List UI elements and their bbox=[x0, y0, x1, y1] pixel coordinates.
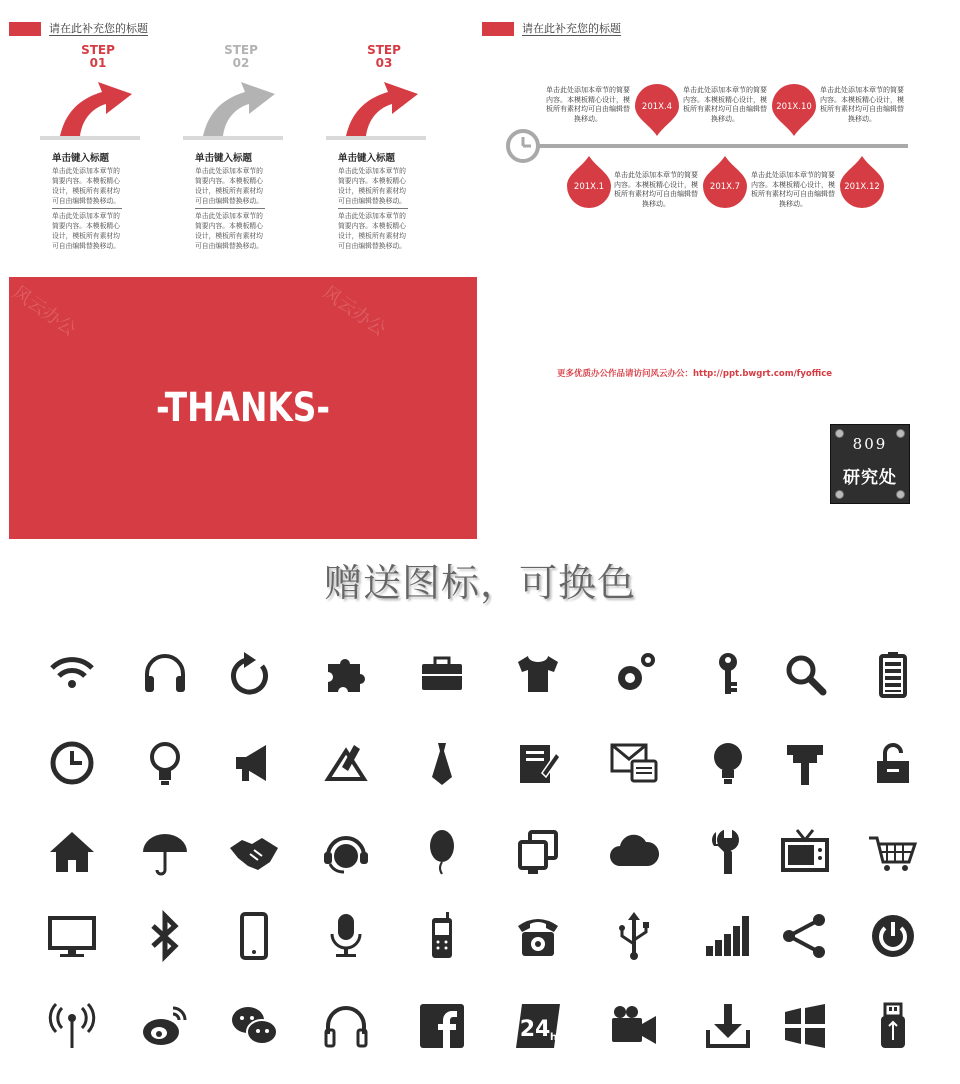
timeline-desc: 单击此处添加本章节的简要内容。本模板精心设计，模板所有素材均可自由编辑替换移动。 bbox=[546, 86, 630, 123]
step-number: 03 bbox=[375, 56, 393, 70]
handshake-icon bbox=[228, 826, 280, 878]
timeline-desc: 单击此处添加本章节的简要内容。本模板精心设计，模板所有素材均可自由编辑替换移动。 bbox=[751, 171, 835, 208]
tie-icon bbox=[416, 737, 468, 789]
timeline-drop-marker bbox=[836, 148, 888, 208]
tv-icon bbox=[779, 826, 831, 878]
24h-icon bbox=[512, 1000, 564, 1052]
timeline-drop-marker bbox=[768, 84, 820, 144]
key-icon bbox=[702, 648, 754, 700]
unlocked-icon bbox=[867, 737, 919, 789]
thanks-panel bbox=[9, 277, 477, 539]
pen-house-icon bbox=[320, 737, 372, 789]
screw-icon bbox=[835, 490, 844, 499]
umbrella-icon bbox=[139, 826, 191, 878]
weibo-icon bbox=[139, 1000, 191, 1052]
step-divider bbox=[338, 208, 408, 209]
step-desc: 单击此处添加本章节的简要内容。本模板精心设计，模板所有素材均可自由编辑替换移动。 bbox=[195, 212, 263, 250]
share-icon bbox=[779, 910, 831, 962]
timeline-drop-marker bbox=[631, 84, 683, 144]
screw-icon bbox=[896, 490, 905, 499]
left-header-title[interactable]: 请在此补充您的标题 bbox=[49, 22, 148, 35]
timeline-drop-marker bbox=[563, 148, 615, 208]
mobile-phone-icon bbox=[416, 910, 468, 962]
step-desc: 单击此处添加本章节的简要内容。本模板精心设计，模板所有素材均可自由编辑替换移动。 bbox=[338, 167, 406, 205]
watermark: 风云办公 bbox=[8, 281, 80, 341]
step-word: STEP bbox=[367, 43, 401, 57]
timeline-desc: 单击此处添加本章节的简要内容。本模板精心设计，模板所有素材均可自由编辑替换移动。 bbox=[683, 86, 767, 123]
notebook-pen-icon bbox=[512, 737, 564, 789]
timeline-date-label: 201X.7 bbox=[709, 182, 741, 192]
balloon-icon bbox=[416, 826, 468, 878]
usb-icon bbox=[608, 910, 660, 962]
windows-logo-icon bbox=[779, 1000, 831, 1052]
wifi-icon bbox=[46, 648, 98, 700]
step-desc: 单击此处添加本章节的简要内容。本模板精心设计，模板所有素材均可自由编辑替换移动。 bbox=[338, 212, 406, 250]
telephone-icon bbox=[512, 910, 564, 962]
home-icon bbox=[46, 826, 98, 878]
bluetooth-icon bbox=[139, 910, 191, 962]
step-desc: 单击此处添加本章节的简要内容。本模板精心设计，模板所有素材均可自由编辑替换移动。 bbox=[52, 212, 120, 250]
step-title: 单击键入标题 bbox=[195, 153, 253, 164]
step-number: 01 bbox=[89, 56, 107, 70]
cloud-icon bbox=[608, 826, 660, 878]
badge-line1: 809 bbox=[852, 435, 888, 453]
gears-icon bbox=[608, 648, 660, 700]
download-icon bbox=[702, 1000, 754, 1052]
timeline-date-label: 201X.4 bbox=[641, 102, 673, 112]
step-word: STEP bbox=[81, 43, 115, 57]
power-icon bbox=[867, 910, 919, 962]
header-accent-bar bbox=[9, 22, 41, 36]
timeline-drop-marker bbox=[699, 148, 751, 208]
timeline-date-label: 201X.1 bbox=[573, 182, 605, 192]
headphones-icon bbox=[139, 648, 191, 700]
usb-drive-icon bbox=[867, 1000, 919, 1052]
wrench-icon bbox=[702, 826, 754, 878]
thanks-text: -THANKS- bbox=[155, 385, 331, 431]
timeline-desc: 单击此处添加本章节的简要内容。本模板精心设计，模板所有素材均可自由编辑替换移动。 bbox=[614, 171, 698, 208]
headphones-outline-icon bbox=[320, 1000, 372, 1052]
headset-icon bbox=[320, 826, 372, 878]
cart-icon bbox=[867, 826, 919, 878]
antenna-icon bbox=[46, 1000, 98, 1052]
tshirt-icon bbox=[512, 648, 564, 700]
monitor-icon bbox=[46, 910, 98, 962]
timeline-desc: 单击此处添加本章节的简要内容。本模板精心设计，模板所有素材均可自由编辑替换移动。 bbox=[820, 86, 904, 123]
promo-link[interactable]: 更多优质办公作品请访问风云办公：http://ppt.bwgrt.com/fyoffice bbox=[557, 369, 833, 379]
svg-text:24: 24 bbox=[519, 1017, 551, 1042]
video-camera-icon bbox=[608, 1000, 660, 1052]
paint-brush-icon bbox=[779, 737, 831, 789]
megaphone-icon bbox=[228, 737, 280, 789]
step-label bbox=[52, 44, 144, 70]
step-arrow-icon bbox=[326, 70, 431, 150]
svg-text:h: h bbox=[550, 1032, 558, 1043]
briefcase-icon bbox=[416, 648, 468, 700]
step-desc: 单击此处添加本章节的简要内容。本模板精心设计，模板所有素材均可自由编辑替换移动。 bbox=[52, 167, 120, 205]
battery-icon bbox=[867, 648, 919, 700]
wechat-icon bbox=[228, 1000, 280, 1052]
facebook-icon bbox=[416, 1000, 468, 1052]
timeline-date-label: 201X.10 bbox=[776, 102, 812, 112]
step-title: 单击键入标题 bbox=[52, 153, 110, 164]
step-desc: 单击此处添加本章节的简要内容。本模板精心设计，模板所有素材均可自由编辑替换移动。 bbox=[195, 167, 263, 205]
timeline-date-label: 201X.12 bbox=[844, 182, 880, 192]
badge-line2: 研究处 bbox=[843, 468, 897, 488]
step-title: 单击键入标题 bbox=[338, 153, 396, 164]
mail-chat-icon bbox=[608, 737, 660, 789]
step-divider bbox=[52, 208, 122, 209]
step-label bbox=[338, 44, 430, 70]
microphone-icon bbox=[320, 910, 372, 962]
right-header bbox=[482, 21, 621, 37]
step-label bbox=[195, 44, 287, 70]
refresh-icon bbox=[228, 648, 280, 700]
lightbulb-icon bbox=[139, 737, 191, 789]
badge-809 bbox=[830, 424, 910, 504]
step-divider bbox=[195, 208, 265, 209]
step-number: 02 bbox=[232, 56, 250, 70]
watermark: 风云办公 bbox=[318, 281, 390, 341]
header-accent-bar bbox=[482, 22, 514, 36]
step-word: STEP bbox=[224, 43, 258, 57]
left-header bbox=[9, 21, 148, 37]
smartphone-icon bbox=[228, 910, 280, 962]
clock-icon bbox=[46, 737, 98, 789]
signal-icon bbox=[702, 910, 754, 962]
step-arrow-icon bbox=[40, 70, 145, 150]
icons-title: 赠送图标，可换色 bbox=[323, 561, 636, 605]
bulb-solid-icon bbox=[702, 737, 754, 789]
right-header-title[interactable]: 请在此补充您的标题 bbox=[522, 22, 621, 35]
puzzle-icon bbox=[320, 648, 372, 700]
magnifier-icon bbox=[779, 648, 831, 700]
windows-copy-icon bbox=[512, 826, 564, 878]
step-arrow-icon bbox=[183, 70, 288, 150]
